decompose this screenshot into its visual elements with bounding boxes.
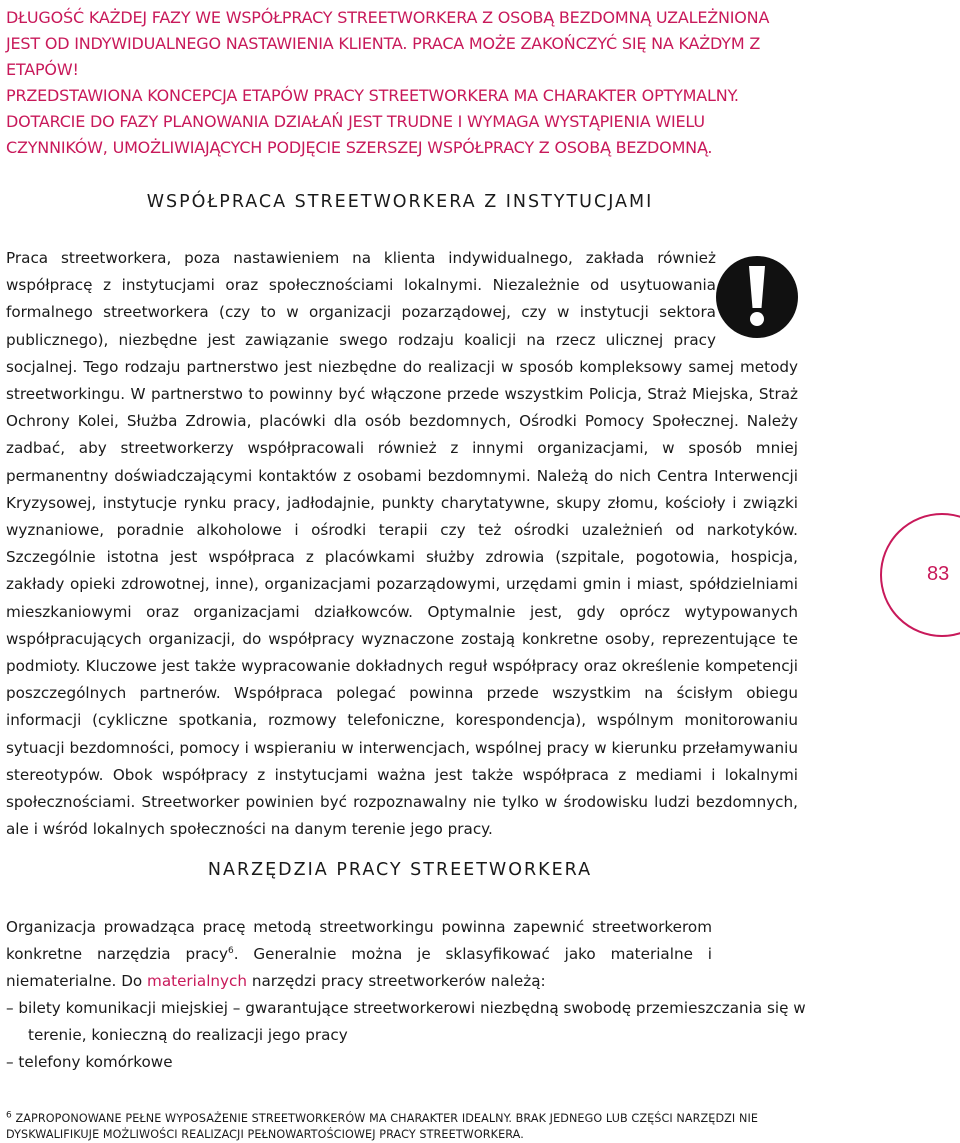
page-number-badge <box>880 513 960 637</box>
tools-text-b: . Generalnie można je sklasyfikować jako materialne i niematerialne. Do <box>6 945 712 991</box>
footnote-mark: 6 <box>6 1110 12 1121</box>
tools-text-c: narzędzi pracy streetworkerów należą: <box>247 972 546 991</box>
materialnych-highlight: materialnych <box>147 972 248 991</box>
tools-list <box>6 995 806 1076</box>
footnote-ref: 6 <box>227 946 234 957</box>
tools-paragraph <box>6 914 712 996</box>
section-heading-institutions: WSPÓŁPRACA STREETWORKERA Z INSTYTUCJAMI <box>146 192 654 212</box>
note-line-1: DŁUGOŚĆ KAŻDEJ FAZY WE WSPÓŁPRACY STREETWORKERA Z OSOBĄ BEZDOMNĄ UZALEŻNIONA JEST OD INDYWIDUALNEGO NASTAWIENIA KLIENTA. PRACA MOŻE ZAKOŃCZYĆ SIĘ NA KAŻDYM Z ETAPÓW! <box>6 8 770 79</box>
page-number: 83 <box>927 563 950 585</box>
list-item: – telefony komórkowe <box>6 1053 173 1071</box>
institutions-paragraph <box>6 245 798 843</box>
list-item: – bilety komunikacji miejskiej – gwarantujące streetworkerowi niezbędną swobodę przemieszczania się w terenie, konieczną do realizacji jego pracy <box>6 999 806 1044</box>
tools-text-a: Organizacja prowadząca pracę metodą streetworkingu powinna zapewnić streetworkerom konkretne narzędzia pracy <box>6 918 712 964</box>
institutions-text: Praca streetworkera, poza nastawieniem na klienta indywidualnego, zakłada również współpracę z instytucjami oraz społecznościami lokalnymi. Niezależnie od usytuowania formalnego streetworkera (czy to w organizacji pozarządowej, czy w instytucji sektora publicznego), niezbędne jest zawiązanie swego rodzaju koalicji na rzecz ulicznej pracy socjalnej. Tego rodzaju partnerstwo jest niezbędne do realizacji w sposób kompleksowy samej metody streetworkingu. W partnerstwo to powinny być włączone przede wszystkim Policja, Straż Miejska, Straż Ochrony Kolei, Służba Zdrowia, placówki dla osób bezdomnych, Ośrodki Pomocy Społecznej. Należy zadbać, aby streetworkerzy współpracowali również z innymi organizacjami, w sposób mniej permanentny doświadczającymi kontaktów z osobami bezdomnymi. Należą do nich Centra Interwencji Kryzysowej, instytucje rynku pracy, jadłodajnie, punkty charytatywne, skupy złomu, kościoły i związki wyznaniowe, poradnie alkoholowe i ośrodki terapii czy też ośrodki uzależnień od narkotyków. Szczególnie istotna jest współpraca z placówkami służby zdrowia (szpitale, pogotowia, hospicja, zakłady opieki zdrowotnej, inne), organizacjami pozarządowymi, urzędami gmin i miast, spółdzielniami mieszkaniowymi oraz organizacjami działkowców. Optymalnie jest, gdy oprócz wytypowanych współpracujących organizacji, do współpracy wyznaczone zostają konkretne osoby, reprezentujące te podmioty. Kluczowe jest także wypracowanie dokładnych reguł współpracy oraz określenie kompetencji poszczególnych partnerów. Współpraca polegać powinna przede wszystkim na ścisłym obiegu informacji (cykliczne spotkania, rozmowy telefoniczne, korespondencja), wspólnym monitorowaniu sytuacji bezdomności, pomocy i wspieraniu w interwencjach, wspólnej pracy w kierunku przełamywaniu stereotypów. Obok współpracy z instytucjami ważna jest także współpraca z mediami i lokalnymi społecznościami. Streetworker powinien być rozpoznawalny nie tylko w środowisku ludzi bezdomnych, ale i wśród lokalnych społeczności na danym terenie jego pracy. <box>6 249 798 839</box>
note-line-2: PRZEDSTAWIONA KONCEPCJA ETAPÓW PRACY STREETWORKERA MA CHARAKTER OPTYMALNY. DOTARCIE DO FAZY PLANOWANIA DZIAŁAŃ JEST TRUDNE I WYMAGA WYSTĄPIENIA WIELU CZYNNIKÓW, UMOŻLIWIAJĄCYCH PODJĘCIE SZERSZEJ WSPÓŁPRACY Z OSOBĄ BEZDOMNĄ. <box>6 86 739 157</box>
note-block <box>6 5 806 161</box>
footnote-text: ZAPROPONOWANE PEŁNE WYPOSAŻENIE STREETWORKERÓW MA CHARAKTER IDEALNY. BRAK JEDNEGO LUB CZĘŚCI NARZĘDZI NIE DYSKWALIFIKUJE MOŻLIWOŚCI REALIZACJI PEŁNOWARTOŚCIOWEJ PRACY STREETWORKERA. <box>6 1112 759 1141</box>
section-heading-tools: NARZĘDZIA PRACY STREETWORKERA <box>207 860 593 880</box>
footnote <box>6 1111 806 1143</box>
